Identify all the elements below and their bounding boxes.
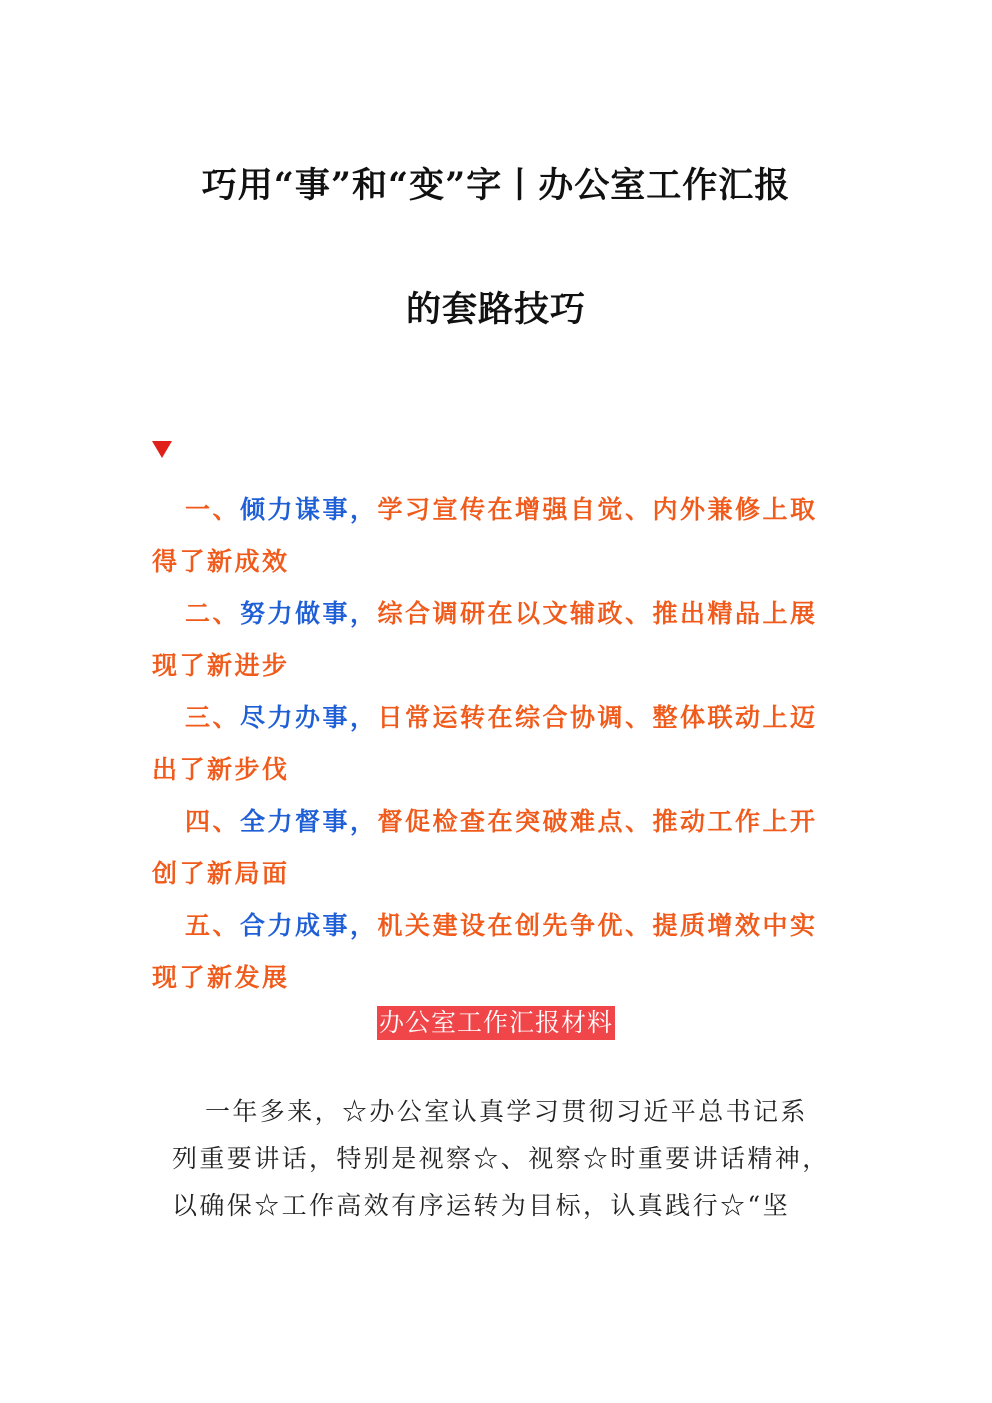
outline-keyword: 全力督事， [240,807,378,836]
outline-keyword: 倾力谋事， [240,495,378,524]
outline-number: 四、 [185,807,241,836]
outline-item-3 [152,692,844,796]
highlight-label-row [0,1006,992,1040]
outline-description: 督促检查在突破难点、推动工作上开创了新局面 [152,807,818,888]
highlight-label: 办公室工作汇报材料 [377,1006,615,1040]
body-paragraph [172,1088,832,1229]
outline-description: 学习宣传在增强自觉、内外兼修上取得了新成效 [152,495,818,576]
outline-item-2 [152,588,844,692]
outline-keyword: 努力做事， [240,599,378,628]
red-down-triangle-icon [152,441,172,458]
body-line-1: 一年多来，☆办公室认真学习贯彻习近平总书记系 [205,1097,808,1126]
outline-number: 一、 [185,495,241,524]
outline-keyword: 合力成事， [240,911,378,940]
document-title-line2: 的套路技巧 [405,289,586,330]
outline-number: 五、 [185,911,241,940]
outline-item-5 [152,900,844,1004]
outline-description: 日常运转在综合协调、整体联动上迈出了新步伐 [152,703,818,784]
body-line-2: 列重要讲话，特别是视察☆、视察☆时重要讲话精神， [172,1144,830,1173]
outline-item-1 [152,484,844,588]
document-title-line1: 巧用“事”和“变”字丨办公室工作汇报 [201,165,791,206]
outline-keyword: 尽力办事， [240,703,378,732]
outline-number: 二、 [185,599,241,628]
outline-description: 综合调研在以文辅政、推出精品上展现了新进步 [152,599,818,680]
body-line-3: 以确保☆工作高效有序运转为目标，认真践行☆“坚 [172,1191,790,1220]
outline-number: 三、 [185,703,241,732]
outline-item-4 [152,796,844,900]
outline-list [152,484,844,1004]
outline-description: 机关建设在创先争优、提质增效中实现了新发展 [152,911,818,992]
